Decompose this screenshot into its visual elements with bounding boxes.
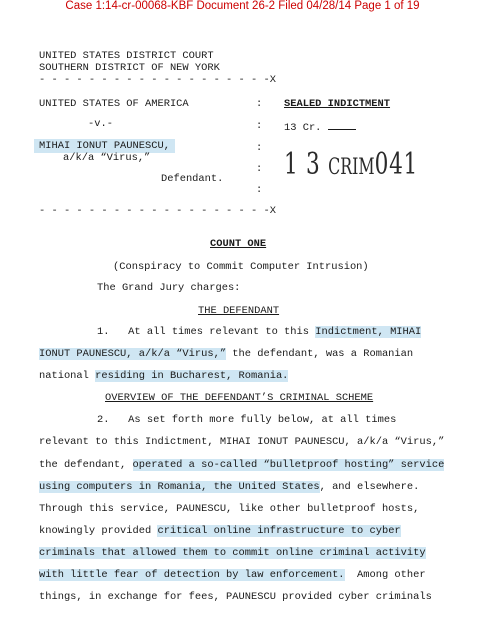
defendant-role: Defendant.	[161, 173, 224, 185]
defendant-name: MIHAI IONUT PAUNESCU,	[34, 139, 175, 153]
caption-rule-top: - - - - - - - - - - - - - - - - - - -X	[39, 74, 276, 86]
court-district: SOUTHERN DISTRICT OF NEW YORK	[39, 62, 220, 74]
caption-rule-bottom: - - - - - - - - - - - - - - - - - - -X	[39, 205, 276, 217]
paragraph-line: things, in exchange for fees, PAUNESCU provided cyber criminals	[39, 591, 432, 603]
paragraph-line: relevant to this Indictment, MIHAI IONUT PAUNESCU, a/k/a “Virus,”	[39, 436, 445, 448]
caption-colon: :	[256, 120, 263, 132]
section-heading-defendant: THE DEFENDANT	[198, 305, 280, 317]
indictment-title: SEALED INDICTMENT	[284, 98, 391, 110]
plaintiff-name: UNITED STATES OF AMERICA	[39, 98, 189, 110]
court-name: UNITED STATES DISTRICT COURT	[39, 50, 214, 62]
paragraph-line: knowingly provided critical online infrastructure to cyber	[39, 525, 401, 537]
paragraph-line: with little fear of detection by law enforcement. Among other	[39, 569, 426, 581]
caption-colon: :	[256, 184, 263, 196]
caption-colon: :	[256, 142, 263, 154]
case-number: 13 Cr.	[284, 120, 356, 134]
count-heading: COUNT ONE	[210, 238, 267, 250]
paragraph-line: IONUT PAUNESCU, a/k/a “Virus,” the defendant, was a Romanian	[39, 348, 414, 360]
versus-label: -v.-	[88, 118, 113, 130]
paragraph-line: using computers in Romania, the United States, and elsewhere.	[39, 481, 420, 493]
case-header: Case 1:14-cr-00068-KBF Document 26-2 Filed 04/28/14 Page 1 of 19	[65, 0, 420, 12]
count-subtitle: (Conspiracy to Commit Computer Intrusion)	[113, 261, 369, 273]
paragraph-line: 1. At all times relevant to this Indictment, MIHAI	[97, 326, 422, 338]
paragraph-line: 2. As set forth more fully below, at all times	[97, 414, 397, 426]
paragraph-line: Through this service, PAUNESCU, like other bulletproof hosts,	[39, 503, 420, 515]
caption-colon: :	[256, 163, 263, 175]
grand-jury-line: The Grand Jury charges:	[97, 282, 241, 294]
paragraph-line: national residing in Bucharest, Romania.	[39, 370, 289, 382]
caption-colon: :	[256, 98, 263, 110]
section-heading-scheme: OVERVIEW OF THE DEFENDANT’S CRIMINAL SCHEME	[105, 392, 374, 404]
defendant-aka: a/k/a “Virus,”	[63, 152, 151, 164]
case-stamp: 1 3 CRIM041	[284, 147, 419, 182]
paragraph-line: the defendant, operated a so-called “bulletproof hosting” service	[39, 459, 445, 471]
paragraph-line: criminals that allowed them to commit online criminal activity	[39, 547, 426, 559]
